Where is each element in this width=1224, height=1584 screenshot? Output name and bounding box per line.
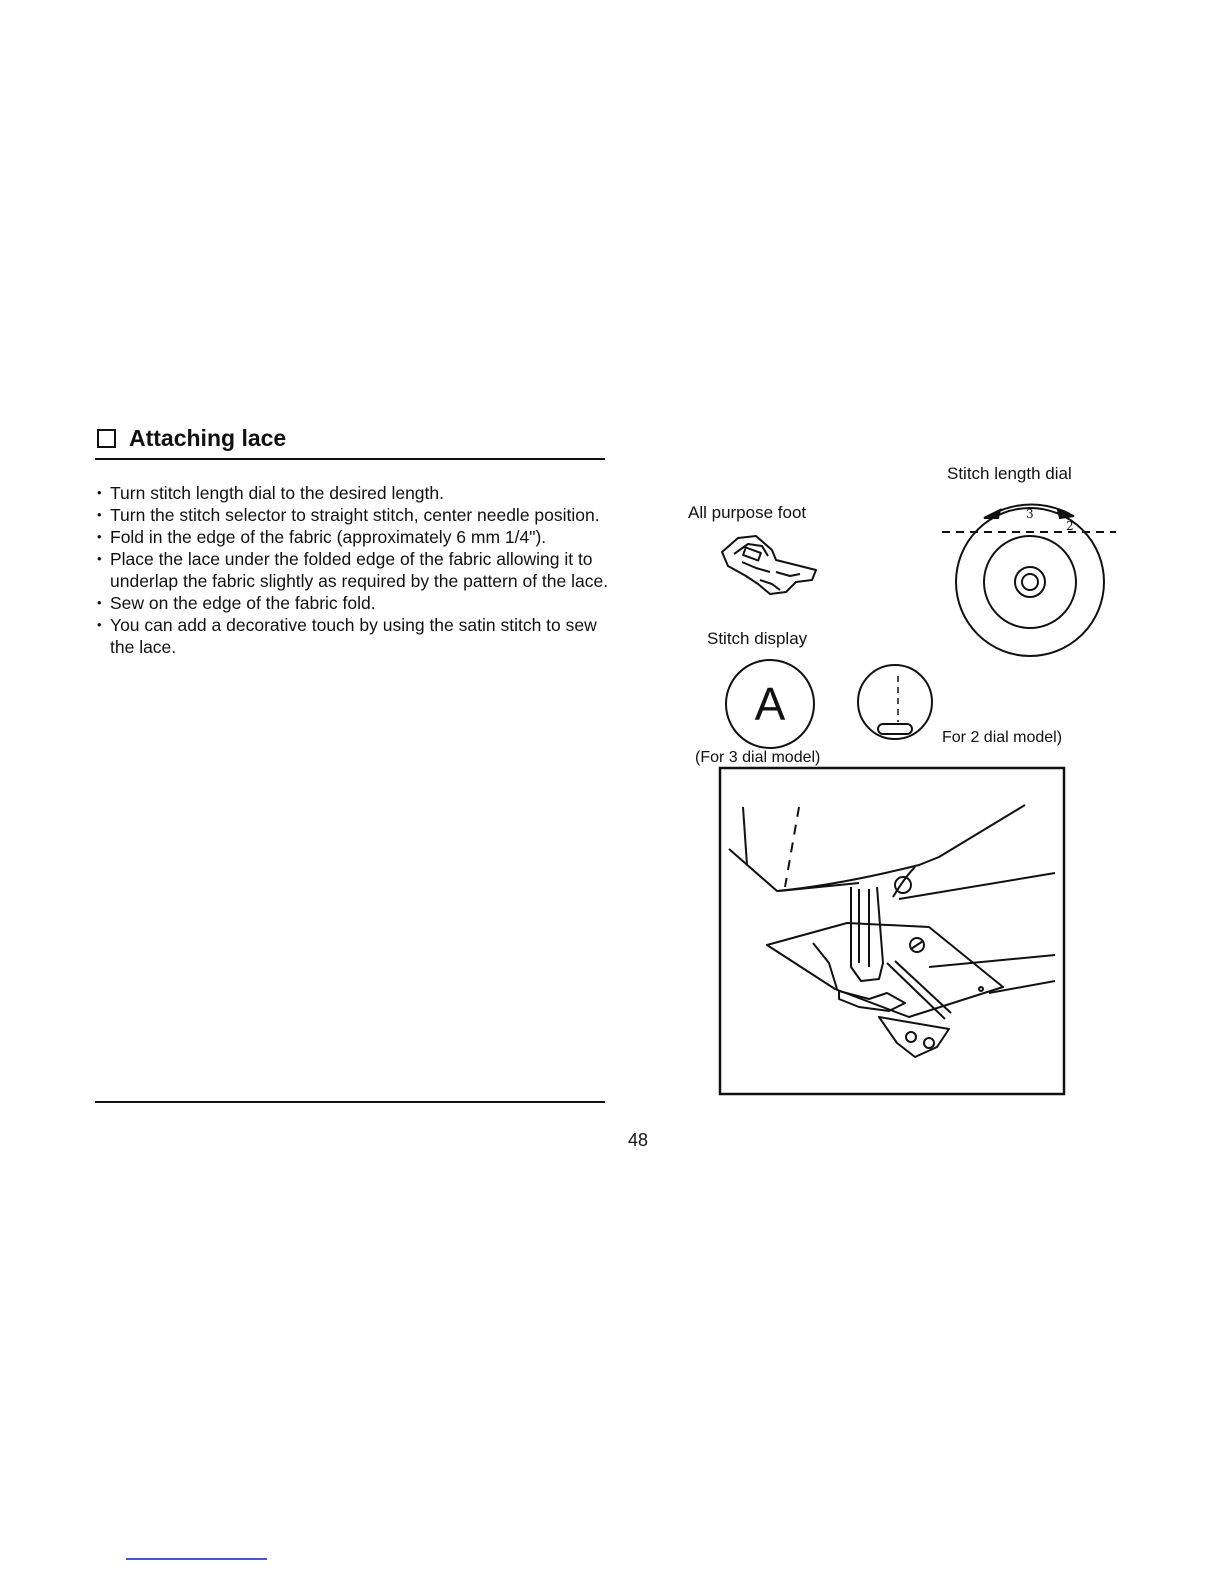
dial-label: Stitch length dial: [947, 464, 1072, 483]
instruction-item: • Place the lace under the folded edge of the fabric allowing it to underlap the fabric slightly as required by the pattern of the lace.: [96, 548, 616, 592]
footer-line: [126, 1558, 267, 1560]
foot-label: All purpose foot: [688, 503, 807, 522]
instruction-item: • Sew on the edge of the fabric fold.: [96, 592, 616, 614]
two-dial-caption: For 2 dial model): [942, 729, 1063, 746]
section-title-text: Attaching lace: [129, 425, 287, 451]
dial-mark-3: 3: [1026, 507, 1034, 521]
dial-mark-2: 2: [1066, 519, 1074, 533]
section-title: [97, 425, 286, 452]
stitch-display-a: [724, 658, 816, 750]
instruction-item: • Turn the stitch selector to straight stitch, center needle position.: [96, 504, 616, 526]
instruction-list: [96, 482, 616, 658]
title-underline: [95, 458, 605, 460]
instruction-item: • You can add a decorative touch by using the satin stitch to sew the lace.: [96, 614, 616, 658]
instruction-item: • Turn stitch length dial to the desired length.: [96, 482, 616, 504]
sewing-machine-illustration: [719, 767, 1067, 1097]
instruction-item: • Fold in the edge of the fabric (approximately 6 mm 1/4").: [96, 526, 616, 548]
display-label: Stitch display: [707, 629, 808, 648]
three-dial-caption: (For 3 dial model): [695, 749, 821, 766]
page-number: 48: [628, 1130, 649, 1150]
checkbox-square-icon: [97, 429, 116, 448]
stitch-display-needle: [856, 662, 934, 744]
bottom-rule: [95, 1101, 605, 1103]
stitch-display-letter: A: [754, 678, 786, 730]
stitch-length-dial-illustration: [940, 490, 1120, 662]
presser-foot-illustration: [716, 532, 822, 598]
